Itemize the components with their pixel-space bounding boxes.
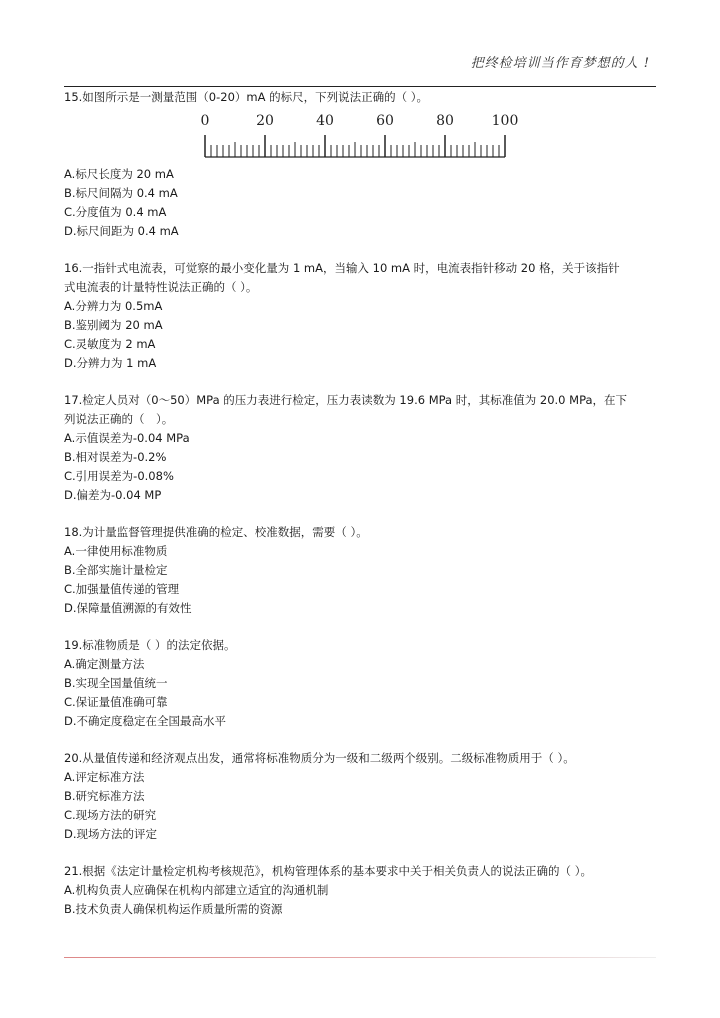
header-rule (64, 86, 656, 87)
ruler-label: 60 (376, 113, 394, 129)
option: C.灵敏度为 2 mA (64, 337, 156, 351)
ruler-label: 100 (491, 113, 519, 129)
question-stem-line-2: 列说法正确的（ ）。 (64, 412, 174, 426)
ruler-label: 80 (436, 113, 454, 129)
option: A.评定标准方法 (64, 770, 145, 784)
option: B.相对误差为-0.2% (64, 450, 167, 464)
option: D.不确定度稳定在全国最高水平 (64, 714, 227, 728)
question-16 (64, 259, 660, 373)
option: C.保证量值准确可靠 (64, 695, 168, 709)
option: A.一律使用标准物质 (64, 544, 168, 558)
question-stem: 15.如图所示是一测量范围（0-20）mA 的标尺，下列说法正确的（ ）。 (64, 90, 429, 104)
question-20 (64, 749, 660, 844)
option: C.引用误差为-0.08% (64, 469, 174, 483)
option: A.机构负责人应确保在机构内部建立适宜的沟通机制 (64, 883, 329, 897)
question-stem-line-1: 16.一指针式电流表，可觉察的最小变化量为 1 mA，当输入 10 mA 时，电流表指针移动 20 格，关于该指针 (64, 261, 620, 275)
ruler-scale (199, 109, 529, 165)
option: B.全部实施计量检定 (64, 563, 168, 577)
option: C.现场方法的研究 (64, 808, 157, 822)
option: D.偏差为-0.04 MP (64, 488, 162, 502)
option: D.保障量值溯源的有效性 (64, 601, 192, 615)
option: B.实现全国量值统一 (64, 676, 168, 690)
option: C.加强量值传递的管理 (64, 582, 180, 596)
footer-rule (64, 957, 656, 958)
question-stem: 18.为计量监督管理提供准确的检定、校准数据，需要（ ）。 (64, 525, 368, 539)
header-slogan: 把终检培训当作育梦想的人 ! (470, 56, 650, 71)
option: D.分辨力为 1 mA (64, 356, 157, 370)
ruler-figure (64, 109, 660, 165)
question-stem: 20.从量值传递和经济观点出发，通常将标准物质分为一级和二级两个级别。二级标准物质用于（ ）。 (64, 751, 575, 765)
option: A.示值误差为-0.04 MPa (64, 431, 190, 445)
question-18 (64, 523, 660, 618)
option: B.鉴别阈为 20 mA (64, 318, 163, 332)
option: B.技术负责人确保机构运作质量所需的资源 (64, 902, 283, 916)
option: C.分度值为 0.4 mA (64, 205, 167, 219)
ruler-label: 20 (256, 113, 274, 129)
question-21 (64, 862, 660, 919)
option: A.确定测量方法 (64, 657, 145, 671)
question-stem-line-2: 式电流表的计量特性说法正确的（ ）。 (64, 280, 258, 294)
option: B.研究标准方法 (64, 789, 145, 803)
option: D.现场方法的评定 (64, 827, 158, 841)
question-list (64, 88, 660, 919)
option: D.标尺间距为 0.4 mA (64, 224, 179, 238)
question-15 (64, 88, 660, 241)
ruler-label: 0 (200, 113, 210, 129)
question-stem: 21.根据《法定计量检定机构考核规范》，机构管理体系的基本要求中关于相关负责人的说法正确的（ ）。 (64, 864, 592, 878)
question-19 (64, 636, 660, 731)
ruler-label: 40 (316, 113, 334, 129)
question-stem: 19.标准物质是（ ）的法定依据。 (64, 638, 236, 652)
option: A.标尺长度为 20 mA (64, 167, 174, 181)
question-17 (64, 391, 660, 505)
option: B.标尺间隔为 0.4 mA (64, 186, 178, 200)
option: A.分辨力为 0.5mA (64, 299, 163, 313)
question-stem-line-1: 17.检定人员对（0～50）MPa 的压力表进行检定，压力表读数为 19.6 MPa 时，其标准值为 20.0 MPa，在下 (64, 393, 628, 407)
